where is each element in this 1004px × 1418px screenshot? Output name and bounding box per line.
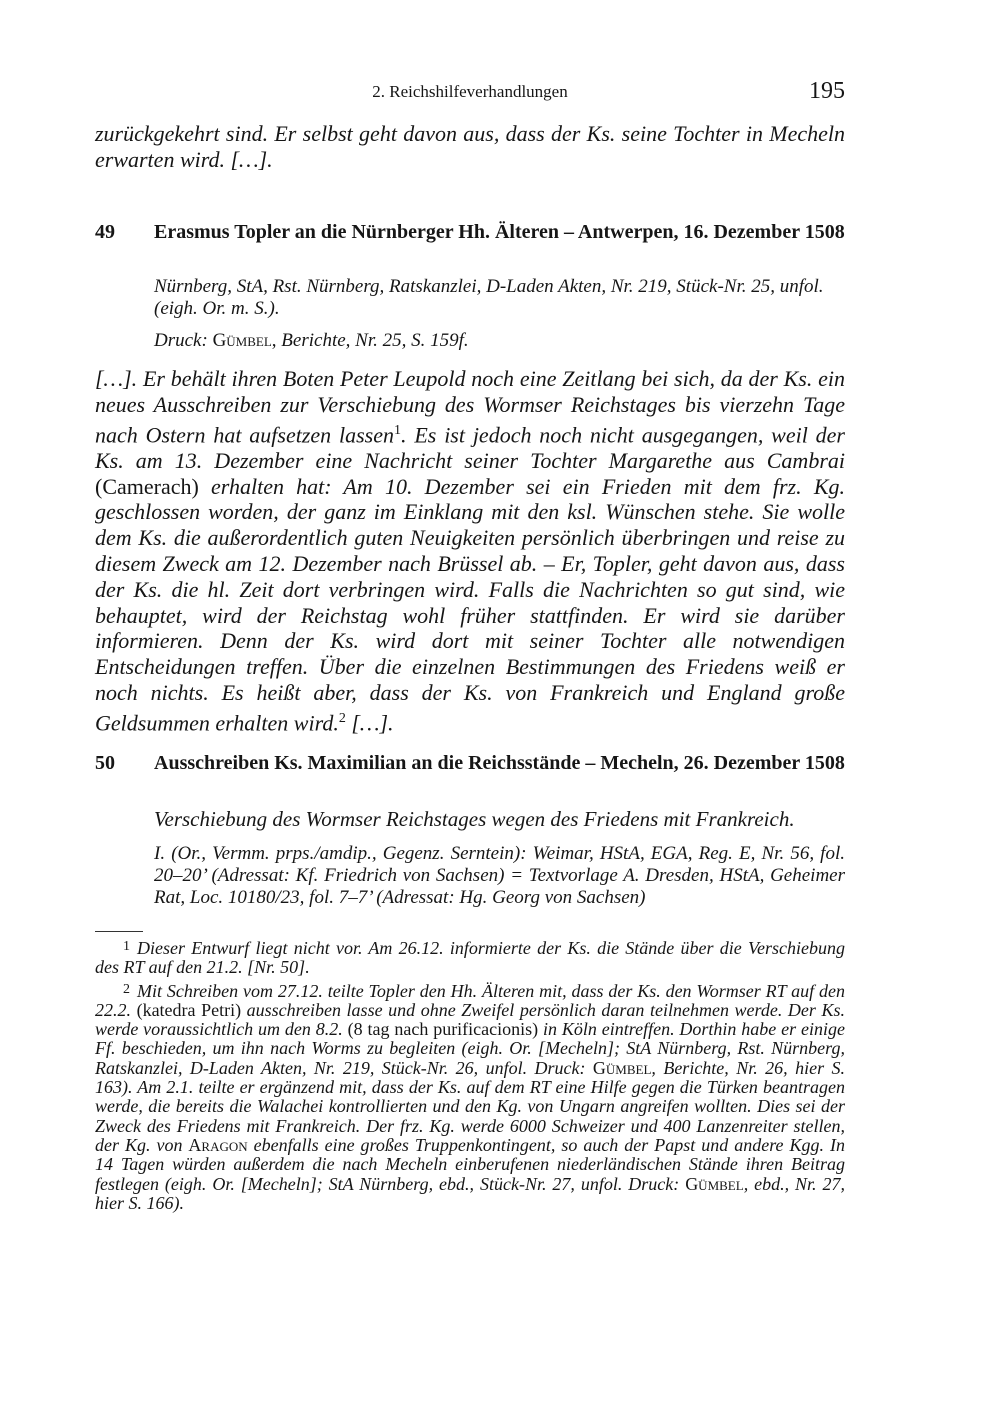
footnote-text: ausschreiben lasse und ohne Zweifel persönlich daran teilnehmen werde. Der Ks. werde voraussichtlich um den 8.2.	[95, 999, 845, 1040]
footnote-text: , Berichte, Nr. 26, hier S. 163). Am 2.1. teilte er ergänzend mit, dass der Ks. auf dem RT eine Hilfe gegen die Türken beantragen werde, die bereits die Walachei kontrollierten und den Kg. von Ungarn angreifen wollten. Dies sei der Zweck des Friedens mit Frankreich. Der frz. Kg. werde 6000 Schweizer und 400 Lanzenreiter stellen, der Kg. von	[95, 1057, 845, 1155]
document-summary: Verschiebung des Wormser Reichstages wegen des Friedens mit Frankreich.	[154, 807, 795, 831]
print-ref: Berichte, Nr. 25, S. 159f.	[281, 330, 469, 351]
footnote-ref-1: 1	[394, 422, 402, 438]
footnote-text-upright: (katedra Petri)	[131, 999, 247, 1020]
continuation-paragraph: zurückgekehrt sind. Er selbst geht davon aus, dass der Ks. seine Tochter in Mecheln erwarten wird. […].	[95, 121, 845, 172]
document-number: 50	[95, 752, 115, 774]
footnote-text-upright: (8 tag nach purificacionis)	[342, 1019, 544, 1040]
footnote-text: Mit Schreiben vom 27.12. teilte Topler den Hh. Älteren mit, dass der Ks. den Wormser RT auf den 22.2.	[95, 980, 845, 1020]
footnote-2	[95, 980, 845, 1214]
page-number: 195	[809, 78, 845, 104]
document-heading-50	[95, 752, 845, 775]
document-heading-49	[95, 221, 845, 244]
footnote-author: Gümbel	[592, 1057, 652, 1078]
source-reference: Nürnberg, StA, Rst. Nürnberg, Ratskanzlei, D-Laden Akten, Nr. 219, Stück-Nr. 25, unfol. (eigh. Or. m. S.).	[154, 276, 824, 319]
running-title: 2. Reichshilfeverhandlungen	[372, 82, 568, 101]
footnote-text: Dieser Entwurf liegt nicht vor. Am 26.12. informierte der Ks. die Stände über die Verschiebung des RT auf den 21.2. [Nr. 50].	[95, 938, 845, 978]
footnote-mark: 2	[123, 981, 130, 997]
body-upright: (Camerach)	[95, 473, 212, 499]
footnote-rule	[95, 931, 143, 932]
print-author: Gümbel,	[212, 330, 277, 351]
document-body-49	[95, 366, 845, 736]
document-number: 49	[95, 221, 115, 243]
footnote-text: ebenfalls eine großes Truppenkontingent, so auch der Papst und andere Kgg. In 14 Tagen würden außerdem die nach Mecheln einberufenen niederländischen Stände ihren Beitrag festlegen (eigh. Or. [Mecheln]; StA Nürnberg, ebd., Stück-Nr. 27, unfol. Druck:	[95, 1134, 845, 1194]
footnote-text: in Köln eintreffen. Dorthin habe er einige Ff. beschieden, um ihn nach Worms zu begleiten (eigh. Or. [Mecheln]; StA Nürnberg, Rst. Nürnberg, Ratskanzlei, D-Laden Akten, Nr. 219, Stück-Nr. 26, unfol. Druck:	[95, 1019, 845, 1078]
footnote-mark: 1	[123, 939, 130, 954]
footnotes	[95, 937, 845, 1215]
body-end: […].	[345, 710, 394, 736]
document-title: Ausschreiben Ks. Maximilian an die Reichsstände – Mecheln, 26. Dezember 1508	[154, 752, 845, 774]
source-reference: I. (Or., Vermm. prps./amdip., Gegenz. Serntein): Weimar, HStA, EGA, Reg. E, Nr. 56, fol. 20–20’ (Adressat: Kf. Friedrich von Sachsen) = Textvorlage A. Dresden, HStA, Geheimer Rat, Loc. 10180/23, fol. 7–7’ (Adressat: Hg. Georg von Sachsen)	[154, 843, 845, 908]
document-title: Erasmus Topler an die Nürnberger Hh. Älteren – Antwerpen, 16. Dezember 1508	[154, 221, 845, 243]
footnote-author: Gümbel	[685, 1173, 744, 1194]
body-part: . Es ist jedoch noch nicht ausgegangen, weil der Ks. am 13. Dezember eine Nachricht seiner Tochter Margarethe aus Cambrai	[95, 421, 845, 473]
footnote-place: Aragon	[188, 1134, 248, 1155]
print-reference	[154, 330, 845, 352]
body-part: erhalten hat: Am 10. Dezember sei ein Frieden mit dem frz. Kg. geschlossen worden, der ganz im Einklang mit den ksl. Wünschen stehe. Sie wolle dem Ks. die außerordentlich guten Neuigkeiten persönlich überbringen und reise zu diesem Zweck am 12. Dezember nach Brüssel ab. – Er, Topler, geht davon aus, dass der Ks. die hl. Zeit dort verbringen wird. Falls die Nachrichten so gut sind, wie behauptet, wird der Reichstag wohl früher stattfinden. Er wird sie darüber informieren. Denn der Ks. wird dort mit seiner Tochter alle notwendigen Entscheidungen treffen. Über die einzelnen Bestimmungen des Friedens weiß er noch nichts. Es heißt aber, dass der Ks. von Frankreich und England große Geldsummen erhalten wird.	[95, 473, 846, 736]
running-head	[95, 78, 845, 108]
body-part: […]. Er behält ihren Boten Peter Leupold noch eine Zeitlang bei sich, da der Ks. ein neues Ausschreiben zur Verschiebung des Wormser Reichstages bis vierzehn Tage nach Ostern hat aufsetzen lassen	[95, 366, 845, 447]
footnote-text: , ebd., Nr. 27, hier S. 166).	[95, 1173, 845, 1213]
footnote-1	[95, 937, 845, 978]
footnote-ref-2: 2	[338, 710, 346, 726]
print-label: Druck:	[154, 330, 208, 351]
